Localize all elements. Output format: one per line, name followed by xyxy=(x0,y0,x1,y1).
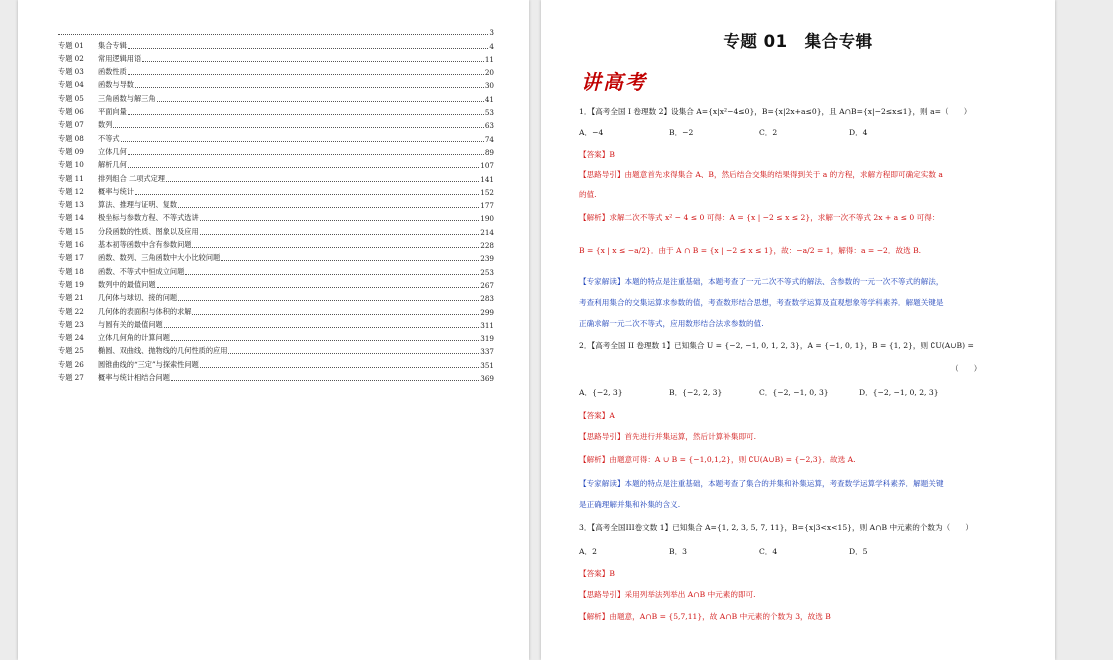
content-page xyxy=(541,0,1055,660)
toc-item-page: 351 xyxy=(480,360,494,370)
toc-item[interactable] xyxy=(58,317,494,330)
toc-leader-dots xyxy=(121,140,484,142)
toc-item-title: 不等式 xyxy=(98,133,120,143)
q1-option-b: B．−2 xyxy=(669,128,694,137)
q2-option-d: D．{−2, −1, 0, 2, 3} xyxy=(859,388,939,397)
toc-item[interactable] xyxy=(58,356,494,369)
toc-item-page: 74 xyxy=(484,134,494,144)
toc-item[interactable] xyxy=(58,223,494,236)
q2-expert-line2: 是正确理解并集和补集的含义. xyxy=(579,500,681,509)
toc-item[interactable] xyxy=(58,290,494,303)
toc-item-title: 排列组合 二项式定理 xyxy=(98,173,165,183)
q1-answer: 【答案】B xyxy=(579,150,615,159)
q2-answer: 【答案】A xyxy=(579,411,615,420)
toc-item-page: 107 xyxy=(480,161,494,171)
q3-option-c: C．4 xyxy=(759,547,778,556)
q3-options xyxy=(579,546,939,557)
q2-option-b: B．{−2, 2, 3} xyxy=(669,388,723,397)
toc-item-title: 椭圆、双曲线、抛物线的几何性质的应用 xyxy=(98,346,228,356)
toc-leader-dots xyxy=(185,273,479,275)
q1-options xyxy=(579,127,939,138)
toc-leader-dots xyxy=(157,100,484,102)
toc-item-page: 11 xyxy=(484,54,494,64)
toc-item-title: 集合专辑 xyxy=(98,40,127,50)
toc-item-number: 专题 08 xyxy=(58,133,84,143)
q1-option-c: C．2 xyxy=(759,128,778,137)
toc-item-page: 20 xyxy=(484,68,494,78)
q1-expert-line1: 【专家解读】本题的特点是注重基础，本题考查了一元二次不等式的解法、含参数的一元一次不等式的解法， xyxy=(579,277,944,286)
toc-item[interactable] xyxy=(58,343,494,356)
q2-option-c: C．{−2, −1, 0, 3} xyxy=(759,388,829,397)
toc-item-page: 239 xyxy=(480,254,494,264)
toc-leader-dots xyxy=(164,326,480,328)
toc-item-title: 概率与统计 xyxy=(98,186,134,196)
toc-leader-dots xyxy=(200,219,480,221)
toc-item-page: 283 xyxy=(480,294,494,304)
toc-item-title: 基本初等函数中含有参数问题 xyxy=(98,240,192,250)
toc-item-number: 专题 06 xyxy=(58,107,84,117)
toc-item-title: 分段函数的性质、图象以及应用 xyxy=(98,226,199,236)
toc-item-page: 190 xyxy=(480,214,494,224)
toc-item-number: 专题 11 xyxy=(58,173,84,183)
toc-item-title: 函数、不等式中恒成立问题 xyxy=(98,266,185,276)
toc-item-number: 专题 23 xyxy=(58,319,84,329)
toc-item-number: 专题 12 xyxy=(58,186,84,196)
q2-expert-line1: 【专家解读】本题的特点是注重基础，本题考查了集合的并集和补集运算，考查数学运算学科素养．解题关键 xyxy=(579,479,944,488)
toc-item-title: 常用逻辑用语 xyxy=(98,53,142,63)
q1-option-d: D．4 xyxy=(849,128,868,137)
toc-item-title: 函数、数列、三角函数中大小比较问题 xyxy=(98,253,221,263)
toc-item-page: 41 xyxy=(484,94,494,104)
toc-leader-dots xyxy=(171,339,479,341)
toc-item-page: 214 xyxy=(480,227,494,237)
toc-item-title: 数列中的最值问题 xyxy=(98,279,156,289)
toc-item-page: 177 xyxy=(480,201,494,211)
toc-item[interactable] xyxy=(58,370,494,383)
toc-item-number: 专题 10 xyxy=(58,160,84,170)
toc-item-page: 152 xyxy=(480,187,494,197)
toc-item-number: 专题 14 xyxy=(58,213,84,223)
toc-item[interactable] xyxy=(58,90,494,103)
toc-item-page: 319 xyxy=(480,334,494,344)
toc-item[interactable] xyxy=(58,37,494,50)
toc-item-number: 专题 22 xyxy=(58,306,84,316)
q3-option-b: B．3 xyxy=(669,547,688,556)
toc-item-title: 立体几何 xyxy=(98,146,127,156)
toc-item[interactable] xyxy=(58,157,494,170)
toc-leader-dots xyxy=(171,379,479,381)
toc-leader-dots xyxy=(178,299,479,301)
toc-item-page: 63 xyxy=(484,121,494,131)
toc-leader-dots xyxy=(228,352,479,354)
toc-item[interactable] xyxy=(58,144,494,157)
toc-leader-dots xyxy=(128,47,489,49)
toc-item[interactable] xyxy=(58,277,494,290)
toc-leader-dots xyxy=(142,60,484,62)
toc-leader-dots xyxy=(135,86,484,88)
toc-item[interactable] xyxy=(58,303,494,316)
toc-item-title: 与圆有关的最值问题 xyxy=(98,319,163,329)
toc-item-title: 解析几何 xyxy=(98,160,127,170)
toc-item[interactable] xyxy=(58,51,494,64)
toc-leader-dots xyxy=(221,259,479,261)
toc-item[interactable] xyxy=(58,184,494,197)
toc-item-number: 专题 05 xyxy=(58,93,84,103)
toc-item-number: 专题 24 xyxy=(58,333,84,343)
toc-item-number: 专题 26 xyxy=(58,359,84,369)
toc-item[interactable] xyxy=(58,197,494,210)
toc-item-page: 311 xyxy=(480,320,494,330)
toc-header-row xyxy=(58,24,494,37)
toc-item[interactable] xyxy=(58,64,494,77)
toc-leader-dots xyxy=(157,286,480,288)
toc-item-number: 专题 25 xyxy=(58,346,84,356)
page-title: 专题 01 集合专辑 xyxy=(723,32,873,51)
toc-leader-dots xyxy=(192,313,479,315)
q3-analysis: 【解析】由题意，A∩B = {5,7,11}，故 A∩B 中元素的个数为 3，故选 B xyxy=(579,612,831,621)
toc-leader-dots xyxy=(178,206,479,208)
toc-item-title: 数列 xyxy=(98,120,113,130)
toc-leader-dots xyxy=(128,73,484,75)
toc-item-number: 专题 17 xyxy=(58,253,84,263)
toc-leader-dots xyxy=(113,126,483,128)
toc-item-number: 专题 09 xyxy=(58,146,84,156)
toc-leader-dots xyxy=(166,180,479,182)
q3-guide: 【思路导引】采用列举法列举出 A∩B 中元素的即可. xyxy=(579,590,756,599)
q1-stem: 1．【高考全国 I 卷理数 2】设集合 A={x|x²−4≤0}，B={x|2x+a≤0}，且 A∩B={x|−2≤x≤1}，则 a=（ ） xyxy=(579,107,972,116)
toc-item-number: 专题 19 xyxy=(58,279,84,289)
toc-leader-dots xyxy=(128,153,484,155)
toc-item-page: 267 xyxy=(480,280,494,290)
toc-item-page: 30 xyxy=(484,81,494,91)
q2-option-a: A．{−2, 3} xyxy=(579,388,623,397)
toc-item-title: 函数性质 xyxy=(98,67,127,77)
toc-item-title: 几何体的表面积与体积的求解 xyxy=(98,306,192,316)
toc-item[interactable] xyxy=(58,104,494,117)
toc-item-page: 299 xyxy=(480,307,494,317)
toc-leader-dots xyxy=(192,246,479,248)
toc-item-title: 概率与统计相结合问题 xyxy=(98,373,170,383)
toc-item-number: 专题 02 xyxy=(58,53,84,63)
q1-option-a: A．−4 xyxy=(579,128,604,137)
toc-item-number: 专题 04 xyxy=(58,80,84,90)
q1-analysis-line2: B = {x | x ≤ −a/2}．由于 A ∩ B = {x | −2 ≤ x ≤ 1}，故：−a/2 = 1，解得：a = −2．故选 B. xyxy=(579,246,922,255)
toc-item-number: 专题 27 xyxy=(58,373,84,383)
q2-stem: 2．【高考全国 II 卷理数 1】已知集合 U = {−2, −1, 0, 1, 2, 3}，A = {−1, 0, 1}，B = {1, 2}，则 ∁U(A∪B) = xyxy=(579,341,974,350)
toc-item-title: 立体几何角的计算问题 xyxy=(98,333,170,343)
toc-item-number: 专题 21 xyxy=(58,293,84,303)
toc-item-title: 圆锥曲线的“三定”与探索性问题 xyxy=(98,359,199,369)
toc-item-page: 228 xyxy=(480,241,494,251)
toc-item[interactable] xyxy=(58,130,494,143)
toc-item[interactable] xyxy=(58,330,494,343)
toc-item-number: 专题 13 xyxy=(58,200,84,210)
toc-item[interactable] xyxy=(58,77,494,90)
table-of-contents xyxy=(58,24,494,383)
toc-item-page: 53 xyxy=(484,108,494,118)
toc-item[interactable] xyxy=(58,117,494,130)
toc-item-number: 专题 15 xyxy=(58,226,84,236)
toc-item-number: 专题 18 xyxy=(58,266,84,276)
toc-item[interactable] xyxy=(58,263,494,276)
q1-guide-line2: 的值. xyxy=(579,190,597,199)
toc-item-title: 函数与导数 xyxy=(98,80,134,90)
toc-item-page: 369 xyxy=(480,374,494,384)
toc-item-title: 平面向量 xyxy=(98,107,127,117)
q1-expert-line2: 考查利用集合的交集运算求参数的值，考查数形结合思想，考查数学运算及直观想象等学科素养．解题关键是 xyxy=(579,298,944,307)
q3-answer: 【答案】B xyxy=(579,569,615,578)
toc-leader-dots xyxy=(128,113,484,115)
q1-guide-line1: 【思路导引】由题意首先求得集合 A、B，然后结合交集的结果得到关于 a 的方程，求解方程即可确定实数 a xyxy=(579,170,943,179)
q1-analysis-line1: 【解析】求解二次不等式 x² − 4 ≤ 0 可得：A = {x | −2 ≤ x ≤ 2}，求解一次不等式 2x + a ≤ 0 可得： xyxy=(579,213,940,222)
toc-item-title: 三角函数与解三角 xyxy=(98,93,156,103)
toc-leader-dots xyxy=(200,233,480,235)
toc-item-title: 极坐标与参数方程、不等式选讲 xyxy=(98,213,199,223)
toc-item-number: 专题 03 xyxy=(58,67,84,77)
toc-item-number: 专题 01 xyxy=(58,40,84,50)
toc-item-title: 几何体与球切、接的问题 xyxy=(98,293,178,303)
toc-item-number: 专题 16 xyxy=(58,240,84,250)
q2-options xyxy=(579,387,979,398)
q3-stem: 3．【高考全国III卷文数 1】已知集合 A={1, 2, 3, 5, 7, 11}，B={x|3<x<15}，则 A∩B 中元素的个数为（ ） xyxy=(579,523,973,532)
toc-item-page: 253 xyxy=(480,267,494,277)
toc-first-page: 3 xyxy=(489,28,494,38)
toc-item[interactable] xyxy=(58,170,494,183)
toc-item-page: 4 xyxy=(489,41,494,51)
toc-leader-dots xyxy=(135,193,479,195)
toc-item-page: 141 xyxy=(480,174,494,184)
toc-leader-dots xyxy=(128,166,480,168)
q3-option-d: D．5 xyxy=(849,547,868,556)
toc-item-title: 算法、推理与证明、复数 xyxy=(98,200,178,210)
toc-item-page: 89 xyxy=(484,147,494,157)
q2-analysis: 【解析】由题意可得：A ∪ B = {−1,0,1,2}，则 ∁U(A∪B) = {−2,3}．故选 A. xyxy=(579,455,856,464)
toc-item[interactable] xyxy=(58,237,494,250)
toc-item[interactable] xyxy=(58,250,494,263)
q1-expert-line3: 正确求解一元二次不等式，应用数形结合法求参数的值. xyxy=(579,319,764,328)
toc-item[interactable] xyxy=(58,210,494,223)
brand-heading: 讲高考 xyxy=(581,70,647,94)
toc-leader-dots xyxy=(200,366,479,368)
toc-item-number: 专题 07 xyxy=(58,120,84,130)
toc-page xyxy=(18,0,529,660)
q2-guide: 【思路导引】首先进行并集运算，然后计算补集即可. xyxy=(579,432,757,441)
toc-item-page: 337 xyxy=(480,347,494,357)
q3-option-a: A．2 xyxy=(579,547,597,556)
q2-paren: （ ） xyxy=(951,364,982,373)
